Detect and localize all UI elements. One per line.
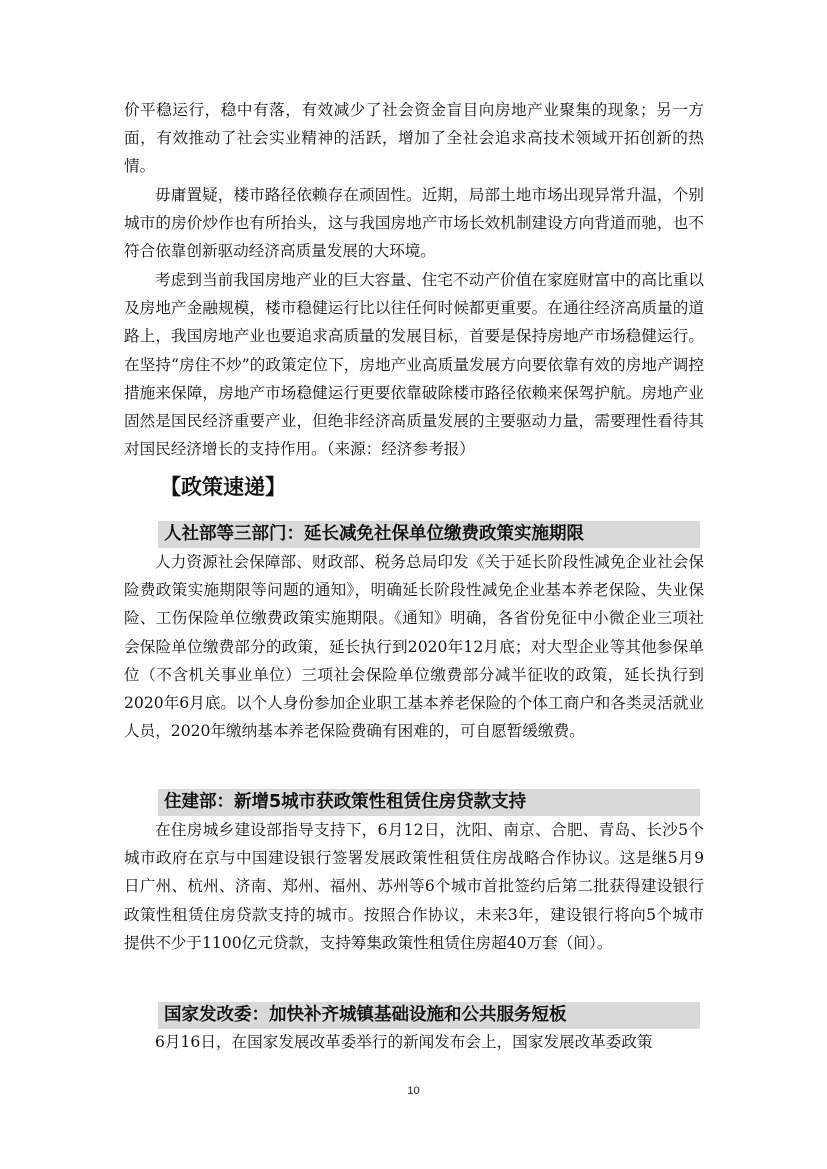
news-heading-1 xyxy=(158,521,700,548)
news-heading-2-text: 住建部：新增5城市获政策性租赁住房贷款支持 xyxy=(164,792,527,812)
section-title: 【政策速递】 xyxy=(160,475,286,499)
news-heading-3 xyxy=(158,1002,700,1029)
intro-paragraph-3: 考虑到当前我国房地产业的巨大容量、住宅不动产价值在家庭财富中的高比重以及房地产金融规模，楼市稳健运行比以往任何时候都更重要。在通往经济高质量的道路上，我国房地产业也要追求高质量的发展目标，首要是保持房地产市场稳健运行。在坚持“房住不炒”的政策定位下，房地产业高质量发展方向要依靠有效的房地产调控措施来保障，房地产市场稳健运行更要依靠破除楼市路径依赖来保驾护航。房地产业固然是国民经济重要产业，但绝非经济高质量发展的主要驱动力量，需要理性看待其对国民经济增长的支持作用。（来源：经济参考报） xyxy=(124,271,704,459)
intro-paragraph-1: 价平稳运行，稳中有落，有效减少了社会资金盲目向房地产业聚集的现象；另一方面，有效推动了社会实业精神的活跃，增加了全社会追求高技术领域开拓创新的热情。 xyxy=(124,101,704,176)
news-heading-3-text: 国家发改委：加快补齐城镇基础设施和公共服务短板 xyxy=(164,1005,567,1025)
news-body-2: 在住房城乡建设部指导支持下，6月12日，沈阳、南京、合肥、青岛、长沙5个城市政府在京与中国建设银行签署发展政策性租赁住房战略合作协议。这是继5月9日广州、杭州、济南、郑州、福州、苏州等6个城市首批签约后第二批获得建设银行政策性租赁住房贷款支持的城市。按照合作协议，未来3年，建设银行将向5个城市提供不少于1100亿元贷款，支持筹集政策性租赁住房超40万套（间）。 xyxy=(124,821,704,952)
news-heading-1-text: 人社部等三部门：延长减免社保单位缴费政策实施期限 xyxy=(164,524,584,544)
news-heading-2 xyxy=(158,789,700,816)
intro-paragraph-2: 毋庸置疑，楼市路径依赖存在顽固性。近期，局部土地市场出现异常升温，个别城市的房价炒作也有所抬头，这与我国房地产市场长效机制建设方向背道而驰，也不符合依靠创新驱动经济高质量发展的大环境。 xyxy=(124,186,704,261)
page-number: 10 xyxy=(407,1085,420,1097)
news-body-3: 6月16日，在国家发展改革委举行的新闻发布会上，国家发展改革委政策 xyxy=(155,1033,653,1051)
news-body-1: 人力资源社会保障部、财政部、税务总局印发《关于延长阶段性减免企业社会保险费政策实施期限等问题的通知》，明确延长阶段性减免企业基本养老保险、失业保险、工伤保险单位缴费政策实施期限。《通知》明确，各省份免征中小微企业三项社会保险单位缴费部分的政策，延长执行到2020年12月底；对大型企业等其他参保单位（不含机关事业单位）三项社会保险单位缴费部分减半征收的政策，延长执行到2020年6月底。以个人身份参加企业职工基本养老保险的个体工商户和各类灵活就业人员，2020年缴纳基本养老保险费确有困难的，可自愿暂缓缴费。 xyxy=(124,553,704,741)
